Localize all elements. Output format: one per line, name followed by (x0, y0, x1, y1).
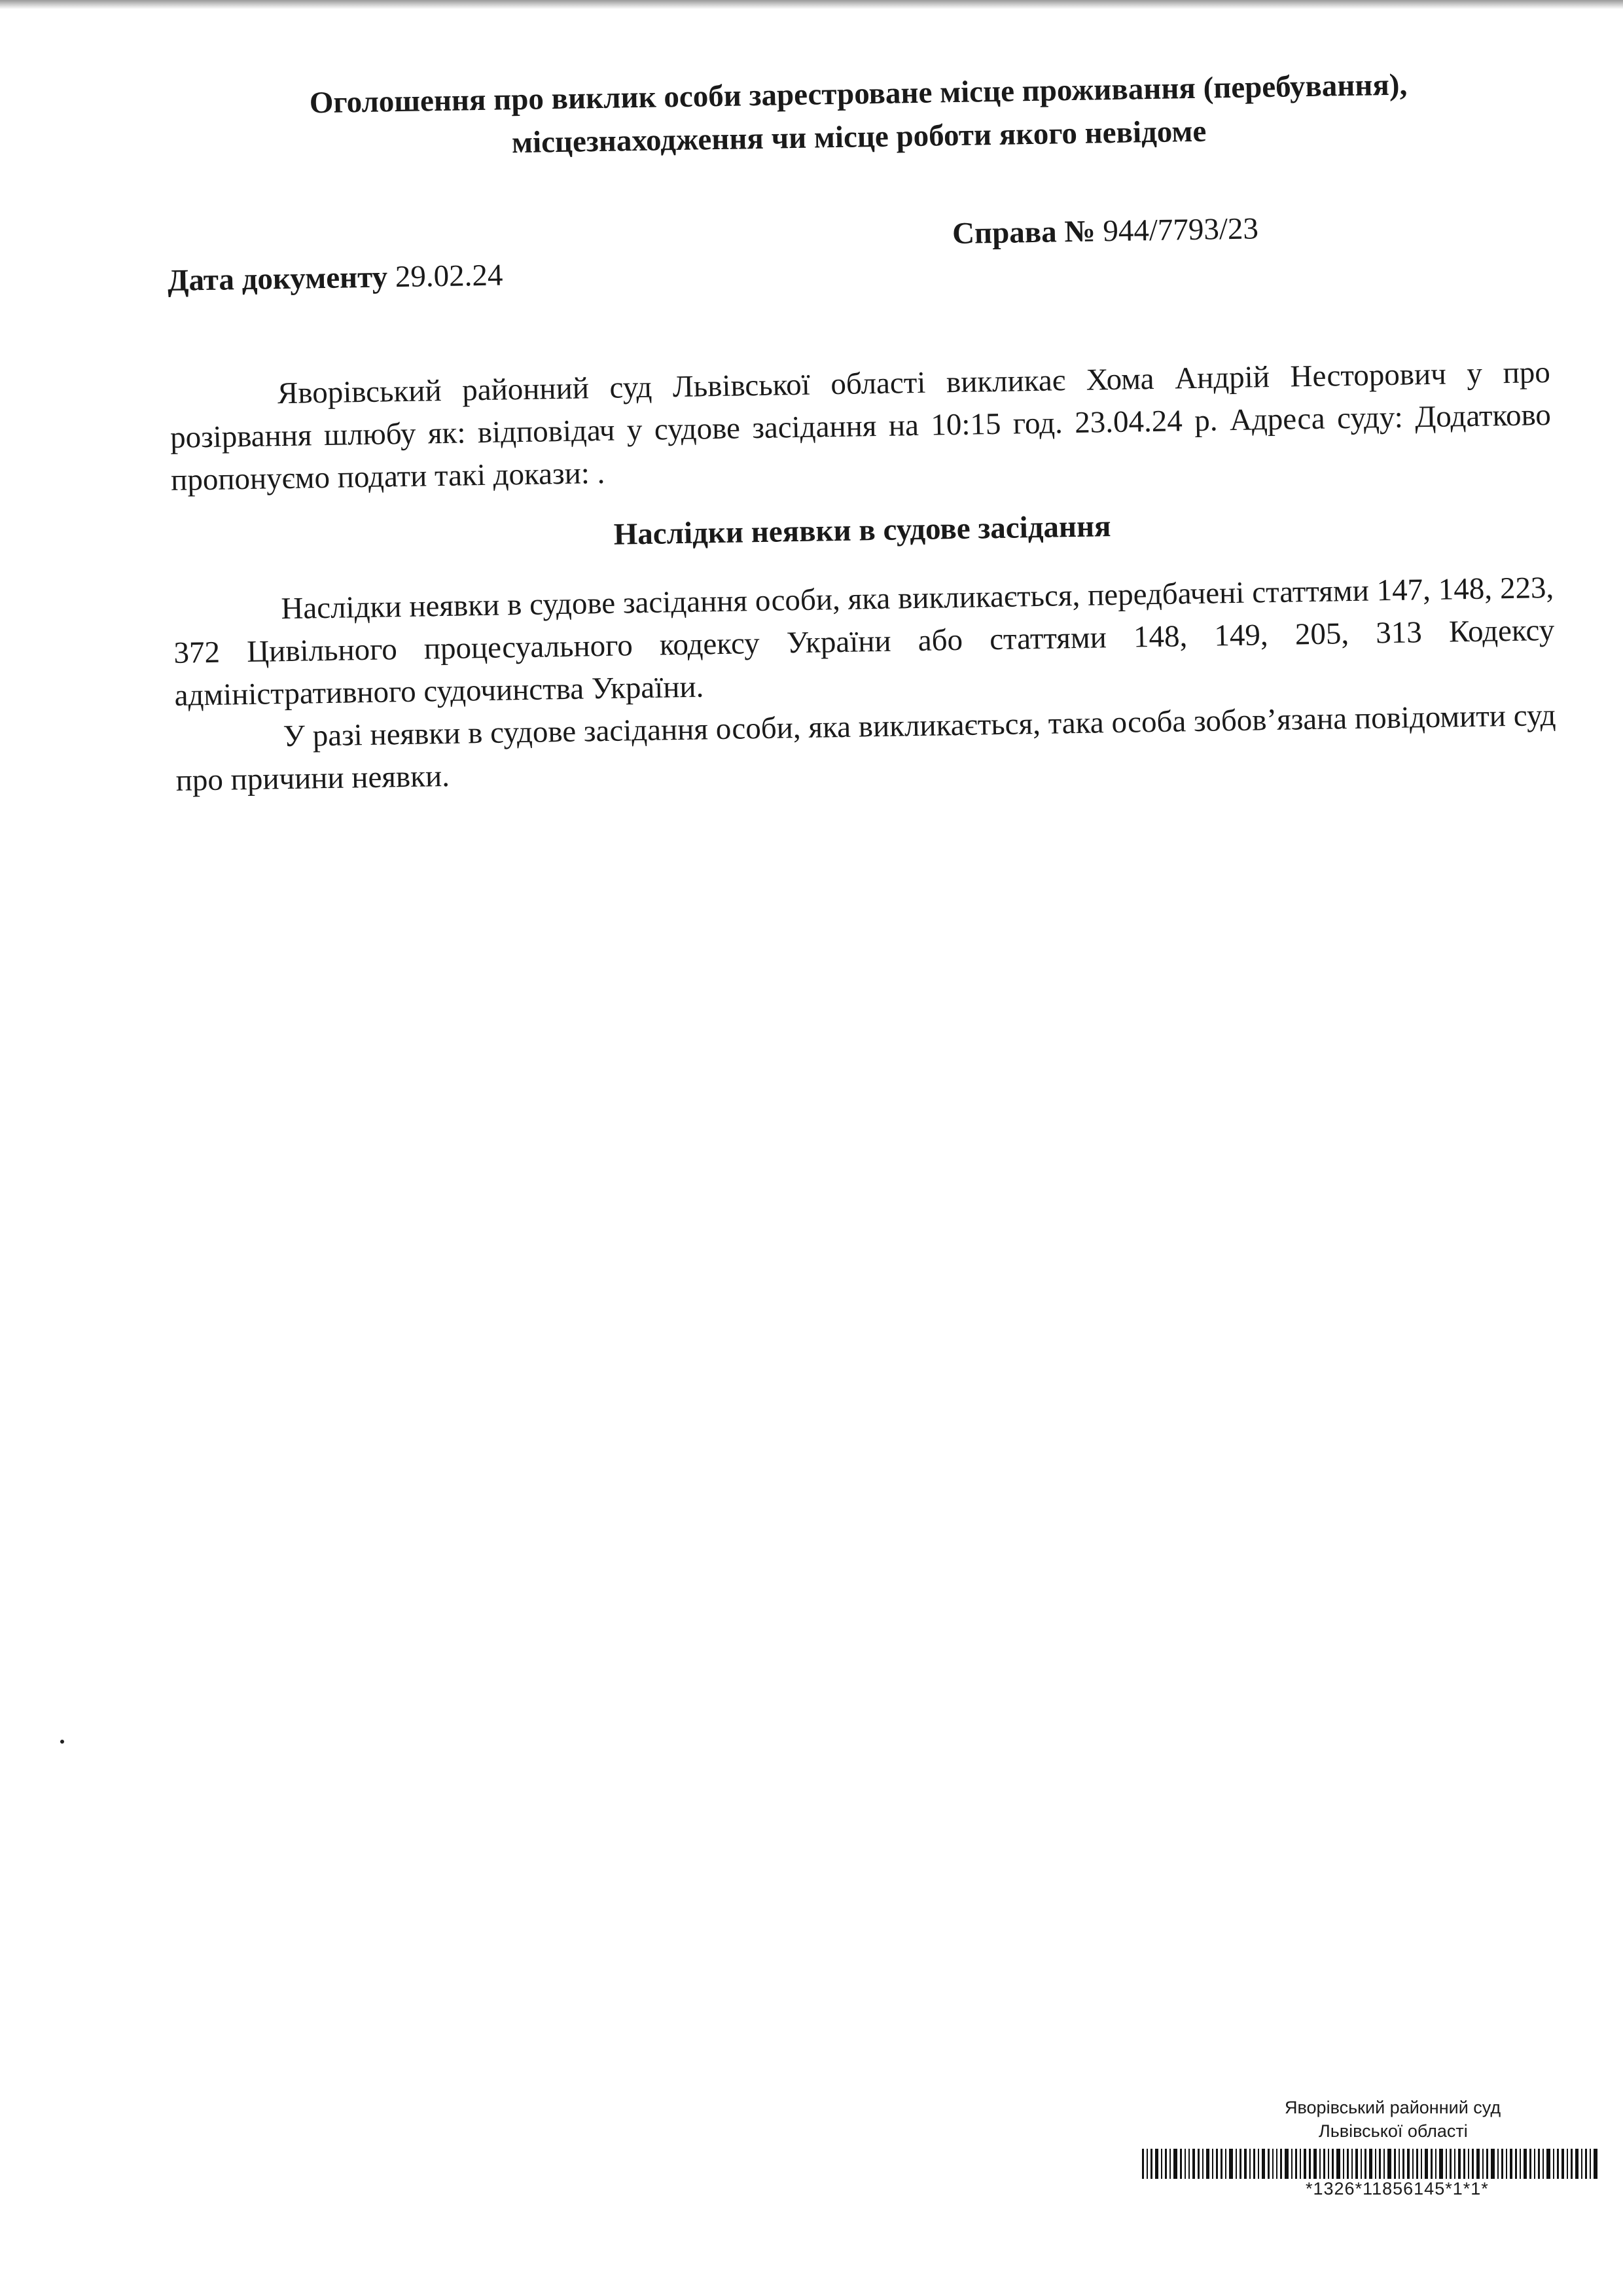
scan-speck (60, 1740, 64, 1744)
document-date (168, 257, 503, 298)
barcode-bar (1435, 2149, 1436, 2179)
barcode-bar (1594, 2149, 1597, 2179)
barcode-bar (1450, 2149, 1452, 2179)
barcode-bar (1212, 2149, 1213, 2179)
barcode-bar (1229, 2149, 1233, 2179)
barcode-bar (1476, 2149, 1480, 2179)
barcode-bar (1309, 2149, 1311, 2179)
barcode-bar (1571, 2149, 1573, 2179)
barcode-bar (1276, 2149, 1277, 2179)
title-line-2: місцезнаходження чи місце роботи якого невідоме (511, 114, 1207, 160)
barcode-bar (1581, 2149, 1582, 2179)
barcode-bar (1394, 2149, 1396, 2179)
document-title (164, 16, 1553, 170)
barcode-bar (1343, 2149, 1344, 2179)
barcode-bar (1529, 2149, 1531, 2179)
barcode-bar (1258, 2149, 1259, 2179)
barcode-bar (1295, 2149, 1297, 2179)
barcode-bar (1272, 2149, 1274, 2179)
barcode-bar (1439, 2149, 1443, 2179)
barcode-bar (1431, 2149, 1433, 2179)
barcode-bar (1202, 2149, 1204, 2179)
barcode-bar (1561, 2149, 1564, 2179)
document-page (164, 16, 1577, 802)
barcode-bar (1458, 2149, 1461, 2179)
barcode-bar (1520, 2149, 1521, 2179)
barcode-bar (1463, 2149, 1465, 2179)
barcode-bar (1567, 2149, 1568, 2179)
barcode-bar (1147, 2149, 1148, 2179)
barcode-bar (1332, 2149, 1334, 2179)
barcode-bar (1361, 2149, 1362, 2179)
barcode-bar (1412, 2149, 1414, 2179)
barcode-bar (1192, 2149, 1195, 2179)
barcode-bar (1506, 2149, 1507, 2179)
date-value: 29.02.24 (395, 258, 503, 295)
barcode-bar (1173, 2149, 1177, 2179)
barcode-bar (1351, 2149, 1353, 2179)
barcode-bar (1319, 2149, 1321, 2179)
barcode-bar (1155, 2149, 1158, 2179)
barcode-bar (1285, 2149, 1289, 2179)
barcode-bar (1236, 2149, 1237, 2179)
barcode-number: *1326*11856145*1*1* (1306, 2179, 1489, 2198)
barcode-bar (1347, 2149, 1349, 2179)
barcode-bar (1240, 2149, 1241, 2179)
barcode-bar (1221, 2149, 1222, 2179)
barcode-bar (1472, 2149, 1474, 2179)
barcode-bar (1150, 2149, 1152, 2179)
obligation-paragraph: У разі неявки в судове засідання особи, яка викликається, така особа зобов’язана повідомити суд про причини неявки. (175, 698, 1556, 798)
barcode-bar (1446, 2149, 1447, 2179)
case-number (952, 211, 1259, 251)
title-line-1: Оголошення про виклик особи зарестроване місце проживання (перебування), (309, 67, 1408, 120)
barcode-bar (1304, 2149, 1306, 2179)
barcode-bar (1225, 2149, 1226, 2179)
barcode-bar (1575, 2149, 1578, 2179)
barcode-bar (1355, 2149, 1358, 2179)
barcode-bar (1510, 2149, 1512, 2179)
barcode-bar (1543, 2149, 1544, 2179)
case-value: 944/7793/23 (1102, 211, 1259, 249)
barcode-bar (1515, 2149, 1517, 2179)
barcode-bar (1379, 2149, 1381, 2179)
barcode-bar (1383, 2149, 1385, 2179)
barcode-bar (1546, 2149, 1550, 2179)
barcode-bar (1402, 2149, 1404, 2179)
barcode-bar (1336, 2149, 1340, 2179)
court-stamp (1142, 2098, 1623, 2229)
barcode (1142, 2149, 1623, 2179)
barcode-bar (1369, 2149, 1372, 2179)
barcode-bar (1497, 2149, 1499, 2179)
barcode-bar (1375, 2149, 1376, 2179)
barcode-bar (1198, 2149, 1200, 2179)
barcode-bar (1590, 2149, 1591, 2179)
barcode-bar (1491, 2149, 1495, 2179)
barcode-bar (1534, 2149, 1535, 2179)
barcode-bar (1244, 2149, 1247, 2179)
barcode-bar (1468, 2149, 1469, 2179)
case-label: Справа № (952, 214, 1096, 251)
barcode-bar (1280, 2149, 1282, 2179)
barcode-bar (1262, 2149, 1265, 2179)
barcode-bar (1188, 2149, 1190, 2179)
barcode-bar (1323, 2149, 1325, 2179)
stamp-region: Львівської області (1319, 2121, 1468, 2141)
summons-paragraph: Яворівський районний суд Львівської області викликає Хома Андрій Несторович у про розірвання шлюбу як: відповідач у судове засідання на 10:15 год. 23.04.24 р. Адреса суду: Додатково пропонуємо подати такі докази: . (169, 355, 1552, 497)
barcode-bar (1416, 2149, 1418, 2179)
barcode-bar (1249, 2149, 1251, 2179)
consequences-paragraph: Наслідки неявки в судове засідання особи, яка викликається, передбачені статтями 147, 148, 223, 372 Цивільного процесуального кодексу України або статтями 148, 149, 205, 313 Кодексу адміністративного судочинства України. (173, 570, 1555, 713)
barcode-bar (1328, 2149, 1329, 2179)
barcode-bar (1169, 2149, 1171, 2179)
barcode-bar (1206, 2149, 1209, 2179)
barcode-bar (1425, 2149, 1428, 2179)
barcode-bar (1557, 2149, 1559, 2179)
barcode-bar (1399, 2149, 1400, 2179)
barcode-bar (1538, 2149, 1540, 2179)
scan-top-edge (0, 0, 1623, 9)
barcode-bar (1421, 2149, 1422, 2179)
document-meta (167, 206, 1569, 307)
barcode-bar (1524, 2149, 1527, 2179)
stamp-court-name: Яворівський районний суд (1285, 2098, 1501, 2117)
barcode-bar (1313, 2149, 1317, 2179)
barcode-bar (1585, 2149, 1587, 2179)
barcode-bar (1216, 2149, 1218, 2179)
barcode-bar (1482, 2149, 1484, 2179)
barcode-bar (1387, 2149, 1391, 2179)
barcode-bar (1300, 2149, 1301, 2179)
barcode-bar (1407, 2149, 1410, 2179)
barcode-bar (1142, 2149, 1144, 2179)
barcode-bar (1291, 2149, 1293, 2179)
barcode-bar (1364, 2149, 1366, 2179)
barcode-bar (1253, 2149, 1255, 2179)
date-label: Дата документу (167, 260, 388, 298)
barcode-bar (1454, 2149, 1455, 2179)
barcode-bar (1180, 2149, 1182, 2179)
barcode-bar (1161, 2149, 1162, 2179)
barcode-bar (1268, 2149, 1270, 2179)
barcode-bar (1165, 2149, 1167, 2179)
barcode-bar (1501, 2149, 1503, 2179)
barcode-bar (1553, 2149, 1554, 2179)
barcode-bar (1486, 2149, 1488, 2179)
section-heading: Наслідки неявки в судове засідання (613, 509, 1111, 552)
barcode-bar (1185, 2149, 1186, 2179)
